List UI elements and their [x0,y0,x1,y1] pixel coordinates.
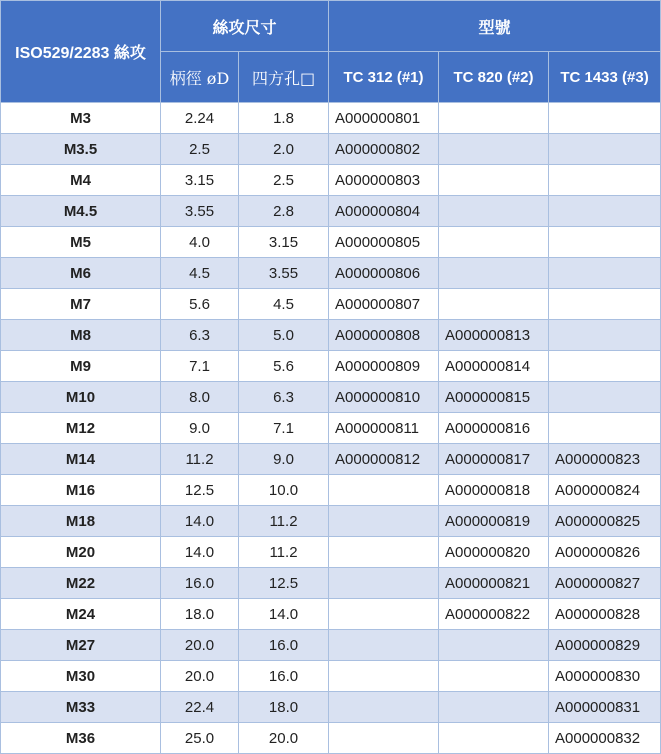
square-size-cell: 1.8 [239,103,329,134]
size-cell: M3 [1,103,161,134]
model-3-code-cell: A000000827 [549,568,661,599]
model-group-header: 型號 [329,1,661,52]
model-2-code-cell [439,630,549,661]
square-size-cell: 11.2 [239,506,329,537]
model-1-code-cell [329,692,439,723]
table-row [1,475,661,506]
model-1-code-cell [329,568,439,599]
size-cell: M18 [1,506,161,537]
size-cell: M7 [1,289,161,320]
shank-diameter-cell: 12.5 [161,475,239,506]
model-2-code-cell [439,165,549,196]
model-3-code-cell: A000000825 [549,506,661,537]
model-3-code-cell [549,351,661,382]
model-2-code-cell: A000000820 [439,537,549,568]
model-3-code-cell: A000000823 [549,444,661,475]
square-size-cell: 2.0 [239,134,329,165]
table-row [1,196,661,227]
model-2-code-cell [439,134,549,165]
model-2-code-cell: A000000822 [439,599,549,630]
model-2-code-cell [439,258,549,289]
size-cell: M16 [1,475,161,506]
model-2-code-cell [439,692,549,723]
model-2-code-cell: A000000813 [439,320,549,351]
size-cell: M24 [1,599,161,630]
table-row [1,227,661,258]
shank-diameter-cell: 14.0 [161,537,239,568]
model-1-code-cell: A000000811 [329,413,439,444]
square-size-cell: 16.0 [239,630,329,661]
square-size-cell: 5.0 [239,320,329,351]
table-row [1,165,661,196]
square-size-cell: 20.0 [239,723,329,754]
size-cell: M4 [1,165,161,196]
table-row [1,103,661,134]
model-2-code-cell [439,289,549,320]
model-3-code-cell [549,196,661,227]
shank-diameter-cell: 9.0 [161,413,239,444]
size-cell: M8 [1,320,161,351]
model-2-code-cell: A000000815 [439,382,549,413]
square-size-cell: 2.5 [239,165,329,196]
model-2-code-cell [439,103,549,134]
model-3-code-cell: A000000832 [549,723,661,754]
model-1-code-cell: A000000807 [329,289,439,320]
thread-standard-header: ISO529/2283 絲攻 [1,1,161,103]
table-row [1,692,661,723]
model-3-code-cell [549,103,661,134]
model-3-code-cell [549,320,661,351]
square-size-cell: 6.3 [239,382,329,413]
shank-diameter-cell: 4.0 [161,227,239,258]
size-cell: M6 [1,258,161,289]
model-1-code-cell [329,723,439,754]
size-cell: M20 [1,537,161,568]
table-row [1,289,661,320]
square-size-header: 四方孔□ [239,52,329,103]
shank-diameter-cell: 18.0 [161,599,239,630]
model-1-code-cell: A000000802 [329,134,439,165]
shank-diameter-cell: 14.0 [161,506,239,537]
model-3-code-cell: A000000830 [549,661,661,692]
table-row [1,661,661,692]
shank-diameter-cell: 4.5 [161,258,239,289]
square-size-cell: 14.0 [239,599,329,630]
model-3-code-cell: A000000829 [549,630,661,661]
size-cell: M33 [1,692,161,723]
size-cell: M5 [1,227,161,258]
square-size-cell: 10.0 [239,475,329,506]
shank-diameter-cell: 16.0 [161,568,239,599]
model-1-code-cell [329,599,439,630]
table-row [1,444,661,475]
model-2-code-cell [439,196,549,227]
model-2-code-cell: A000000821 [439,568,549,599]
model-1-header: TC 312 (#1) [329,52,439,103]
table-row [1,351,661,382]
model-2-code-cell [439,723,549,754]
model-1-code-cell [329,475,439,506]
shank-diameter-cell: 20.0 [161,630,239,661]
size-cell: M4.5 [1,196,161,227]
shank-diameter-cell: 3.55 [161,196,239,227]
table-row [1,537,661,568]
model-1-code-cell: A000000804 [329,196,439,227]
model-1-code-cell: A000000805 [329,227,439,258]
size-cell: M10 [1,382,161,413]
model-3-header: TC 1433 (#3) [549,52,661,103]
model-1-code-cell: A000000806 [329,258,439,289]
model-1-code-cell: A000000810 [329,382,439,413]
model-3-code-cell [549,258,661,289]
table-row [1,568,661,599]
table-row [1,599,661,630]
size-cell: M12 [1,413,161,444]
model-1-code-cell: A000000809 [329,351,439,382]
square-size-cell: 7.1 [239,413,329,444]
shank-diameter-cell: 25.0 [161,723,239,754]
square-size-cell: 11.2 [239,537,329,568]
model-1-code-cell: A000000812 [329,444,439,475]
table-body [1,103,661,754]
size-cell: M27 [1,630,161,661]
table-row [1,320,661,351]
model-3-code-cell [549,165,661,196]
model-3-code-cell [549,227,661,258]
shank-diameter-cell: 5.6 [161,289,239,320]
model-1-code-cell [329,630,439,661]
square-size-cell: 4.5 [239,289,329,320]
size-cell: M22 [1,568,161,599]
shank-diameter-cell: 2.5 [161,134,239,165]
table-header [1,1,661,103]
model-3-code-cell [549,382,661,413]
square-size-cell: 16.0 [239,661,329,692]
table-row [1,258,661,289]
model-3-code-cell: A000000831 [549,692,661,723]
shank-diameter-cell: 3.15 [161,165,239,196]
shank-diameter-cell: 11.2 [161,444,239,475]
model-1-code-cell: A000000801 [329,103,439,134]
table-row [1,723,661,754]
square-size-cell: 3.55 [239,258,329,289]
size-cell: M3.5 [1,134,161,165]
shank-diameter-cell: 6.3 [161,320,239,351]
model-3-code-cell [549,289,661,320]
model-2-code-cell: A000000818 [439,475,549,506]
size-cell: M30 [1,661,161,692]
square-size-cell: 18.0 [239,692,329,723]
square-size-cell: 2.8 [239,196,329,227]
size-cell: M36 [1,723,161,754]
shank-diameter-cell: 7.1 [161,351,239,382]
model-2-code-cell [439,227,549,258]
size-cell: M14 [1,444,161,475]
table-row [1,382,661,413]
model-2-code-cell: A000000814 [439,351,549,382]
model-3-code-cell [549,413,661,444]
square-size-cell: 3.15 [239,227,329,258]
shank-diameter-cell: 20.0 [161,661,239,692]
square-size-cell: 9.0 [239,444,329,475]
model-1-code-cell [329,537,439,568]
table-row [1,134,661,165]
model-1-code-cell: A000000803 [329,165,439,196]
table-row [1,506,661,537]
shank-diameter-cell: 2.24 [161,103,239,134]
size-cell: M9 [1,351,161,382]
model-2-code-cell: A000000819 [439,506,549,537]
square-size-cell: 12.5 [239,568,329,599]
model-3-code-cell: A000000824 [549,475,661,506]
shank-diameter-header: 柄徑 øD [161,52,239,103]
model-3-code-cell [549,134,661,165]
model-3-code-cell: A000000828 [549,599,661,630]
shank-diameter-cell: 8.0 [161,382,239,413]
dimensions-group-header: 絲攻尺寸 [161,1,329,52]
shank-diameter-cell: 22.4 [161,692,239,723]
square-size-cell: 5.6 [239,351,329,382]
table-row [1,413,661,444]
model-2-code-cell: A000000816 [439,413,549,444]
table-row [1,630,661,661]
model-2-header: TC 820 (#2) [439,52,549,103]
model-3-code-cell: A000000826 [549,537,661,568]
model-2-code-cell [439,661,549,692]
model-1-code-cell [329,506,439,537]
model-1-code-cell: A000000808 [329,320,439,351]
model-2-code-cell: A000000817 [439,444,549,475]
model-1-code-cell [329,661,439,692]
